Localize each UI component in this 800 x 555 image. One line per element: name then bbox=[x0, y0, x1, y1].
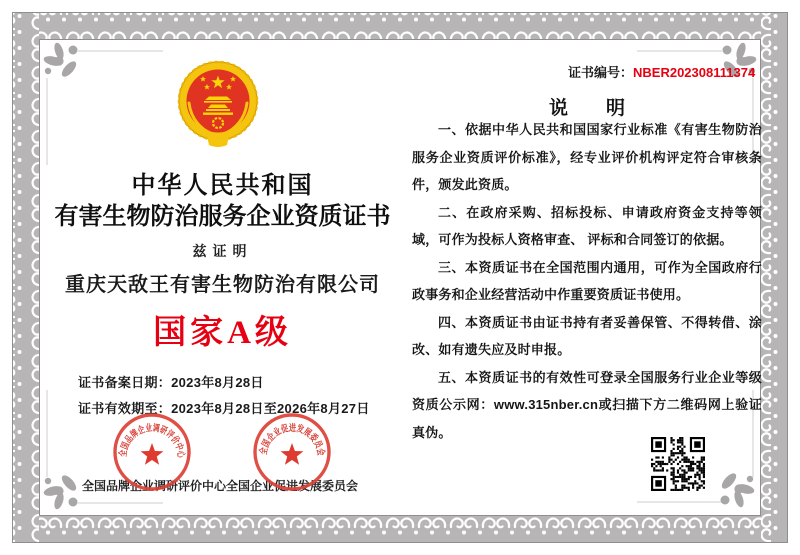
certificate-number-line bbox=[568, 62, 755, 81]
border-band-right bbox=[761, 12, 788, 543]
note-paragraph-2: 二、在政府采购、招标投标、申请政府资金支持等领域，可作为投标人资格审查、 评标和合同签订的依据。 bbox=[412, 204, 762, 247]
certificate-title-name: 有害生物防治服务企业资质证书 bbox=[54, 203, 391, 230]
seal-caption-left: 全国品牌企业调研评价中心 bbox=[81, 479, 226, 493]
seal-star-icon bbox=[141, 443, 164, 465]
border-band-top bbox=[12, 12, 788, 39]
seal-star-icon bbox=[281, 443, 304, 465]
certificate-number-label: 证书编号： bbox=[568, 65, 634, 80]
national-emblem-icon bbox=[177, 57, 259, 150]
note-paragraph-4: 四、本资质证书由证书持有者妥善保管、不得转借、涂改、如有遗失应及时申报。 bbox=[412, 314, 762, 357]
valid-period-line: 证书有效期至：2023年8月28日至2026年8月27日 bbox=[78, 401, 370, 416]
record-date-line: 证书备案日期：2023年8月28日 bbox=[78, 375, 264, 390]
red-seal-left bbox=[111, 411, 193, 493]
notes-paragraphs bbox=[412, 116, 762, 446]
grade-level: 国家A级 bbox=[153, 315, 292, 351]
border-band-left bbox=[12, 12, 39, 543]
certify-label: 兹证明 bbox=[192, 243, 253, 259]
red-seal-right bbox=[251, 411, 333, 493]
notes-heading: 说 明 bbox=[548, 98, 625, 119]
seal-ring-text-left: 全国品牌企业调研评价中心 bbox=[117, 422, 187, 461]
note-paragraph-1: 一、依据中华人民共和国国家行业标准《有害生物防治服务企业资质评价标准》，经专业评价机构评定符合审核条件，颁发此资质。 bbox=[412, 122, 762, 192]
qr-code-grid bbox=[651, 437, 705, 491]
seal-ring-text-right: 全国企业促进发展委员会 bbox=[258, 422, 327, 459]
fleur-ornament-top-left bbox=[43, 42, 79, 79]
fleur-ornament-bottom-right bbox=[719, 471, 755, 508]
note-paragraph-5: 五、本资质证书的有效性可登录全国服务行业企业等级资质公示网：www.315nber.cn或扫描下方二维码网上验证真伪。 bbox=[412, 369, 762, 440]
seal-caption-right: 全国企业促进发展委员会 bbox=[225, 479, 358, 493]
note-paragraph-3: 三、本资质证书在全国范围内通用，可作为全国政府行政事务和企业经营活动中作重要资质证书使用。 bbox=[412, 259, 762, 302]
certificate-title-country: 中华人民共和国 bbox=[131, 172, 314, 199]
company-name: 重庆天敌王有害生物防治有限公司 bbox=[65, 274, 380, 296]
certificate-number-value: NBER202308111374 bbox=[633, 65, 756, 80]
border-band-bottom bbox=[12, 516, 788, 543]
